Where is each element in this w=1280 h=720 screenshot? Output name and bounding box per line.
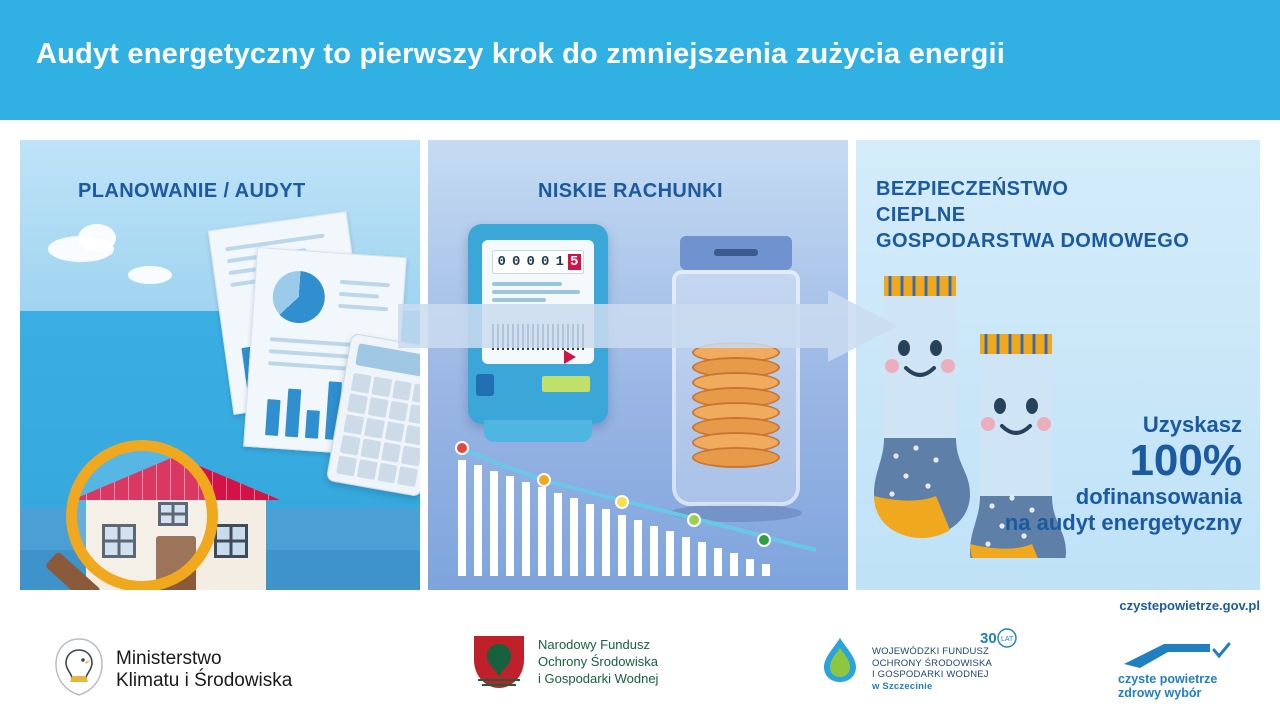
panel-label-low-bills: NISKIE RACHUNKI xyxy=(538,180,723,202)
panel-low-bills xyxy=(428,140,848,590)
promo-line-3: dofinansowania xyxy=(1075,484,1242,509)
subsidy-promo xyxy=(1005,412,1242,536)
chart-svg xyxy=(454,430,824,580)
water-drop-leaf-icon xyxy=(818,634,862,691)
meter-digit: 0 xyxy=(512,254,521,270)
panel-label-planning: PLANOWANIE / AUDYT xyxy=(78,180,306,202)
logo-nfosigw-line-2: Ochrony Środowiska xyxy=(538,653,658,669)
meter-digit: 0 xyxy=(497,254,506,270)
meter-digit: 1 xyxy=(555,254,564,270)
panel-label-thermal-safety xyxy=(876,176,1189,254)
progress-arrow xyxy=(398,290,898,362)
logo-ministry-line-1: Ministerstwo xyxy=(116,647,222,669)
logo-wfosigw xyxy=(818,630,1014,692)
logo-wfosigw-city: w Szczecinie xyxy=(872,680,933,692)
meter-button xyxy=(542,376,590,392)
panel-thermal-safety xyxy=(856,140,1260,590)
page-title: Audyt energetyczny to pierwszy krok do zmniejszenia zużycia energii xyxy=(36,38,1006,70)
logo-cp-line-2: zdrowy wybór xyxy=(1118,686,1202,700)
panel-label-line-2: CIEPLNE xyxy=(876,204,966,226)
promo-percent: 100% xyxy=(1129,436,1242,485)
header-banner xyxy=(0,0,1280,120)
panel-label-line-1: BEZPIECZEŃSTWO xyxy=(876,178,1069,200)
logo-wfosigw-line-3: I GOSPODARKI WODNEJ xyxy=(872,669,989,680)
polish-eagle-emblem-icon xyxy=(52,636,106,703)
declining-bar-chart-icon xyxy=(454,430,824,580)
logo-cp-line-1: czyste powietrze xyxy=(1118,672,1218,686)
logo-nfosigw-line-1: Narodowy Fundusz xyxy=(538,636,650,652)
panels-row xyxy=(0,140,1280,590)
cloud-icon xyxy=(78,224,116,252)
logo-wfosigw-line-1: WOJEWÓDZKI FUNDUSZ xyxy=(872,646,990,657)
panel-planning-audit xyxy=(20,140,420,590)
svg-text:30: 30 xyxy=(980,630,997,647)
logo-nfosigw-line-3: i Gospodarki Wodnej xyxy=(538,670,659,686)
house-roof-check-icon xyxy=(1118,638,1238,672)
meter-reading-display xyxy=(492,250,584,274)
promo-line-1: Uzyskasz xyxy=(1142,412,1242,437)
logo-ministry xyxy=(52,636,292,703)
anniversary-badge-icon xyxy=(978,626,1018,656)
logo-czyste-powietrze xyxy=(1118,638,1258,700)
meter-digit-decimal: 5 xyxy=(568,254,582,270)
panel-label-line-3: GOSPODARSTWA DOMOWEGO xyxy=(876,230,1190,252)
svg-text:LAT: LAT xyxy=(1001,636,1014,643)
magnifier-icon xyxy=(38,440,228,590)
meter-digit: 0 xyxy=(526,254,535,270)
logo-wfosigw-line-2: OCHRONY ŚRODOWISKA xyxy=(872,657,993,669)
cloud-icon xyxy=(128,266,172,284)
meter-indicator-icon xyxy=(476,374,494,396)
nfosigw-tree-emblem-icon xyxy=(470,630,528,692)
logo-nfosigw xyxy=(470,630,658,692)
logo-ministry-line-2: Klimatu i Środowiska xyxy=(116,669,293,691)
promo-line-4: na audyt energetyczny xyxy=(1004,510,1242,535)
pie-chart-icon xyxy=(271,269,327,325)
website-url[interactable]: czystepowietrze.gov.pl xyxy=(1119,598,1260,613)
meter-digit: 0 xyxy=(541,254,550,270)
footer-logos xyxy=(0,614,1280,720)
